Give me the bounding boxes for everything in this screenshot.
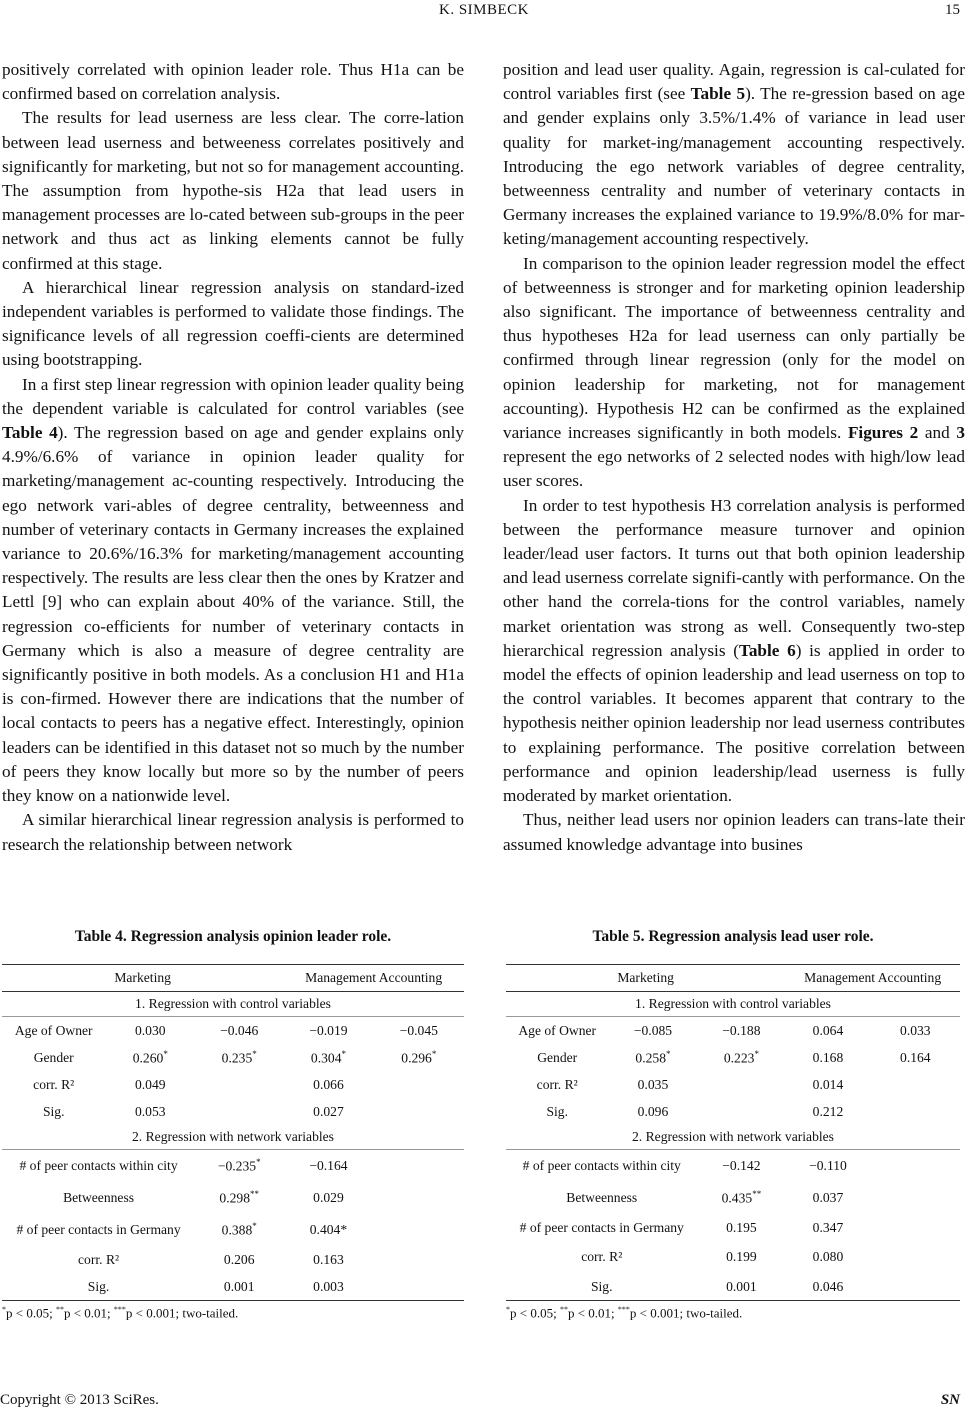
table-row <box>2 1246 464 1273</box>
table-cell <box>374 1150 464 1183</box>
significance-mark: * <box>163 1048 168 1059</box>
significance-mark: ** <box>250 1189 259 1200</box>
significance-mark: * <box>431 1048 437 1059</box>
table-cell <box>871 1273 960 1301</box>
row-label: # of peer contacts in Germany <box>519 1219 684 1235</box>
table-cell: 0.014 <box>812 1076 844 1092</box>
table-cell <box>871 1214 960 1241</box>
table-cell: 0.199 <box>726 1249 757 1264</box>
cell-value: 0.388 <box>221 1222 253 1238</box>
table-cell: 0.001 <box>698 1273 786 1301</box>
table-row <box>506 1044 960 1071</box>
row-label: Betweenness <box>566 1190 638 1205</box>
table-cell: 0.030 <box>134 1022 166 1038</box>
cell-value: 0.260 <box>132 1050 164 1066</box>
table-cell: 0.029 <box>313 1190 344 1205</box>
row-label: Sig. <box>42 1103 65 1119</box>
table-row <box>2 1214 464 1246</box>
text-run: represent the ego networks of 2 selected nodes with high/low lead user scores. <box>503 447 965 491</box>
text-run: ) is applied in order to model the effects of opinion leadership and lead userness on top to the control variables. It becomes apparent that contrary to the hypothesis neither opinion leadership nor lead userness contributes to explaining performance. The positive correlation between performance and opinion leadership/lead userness is fully moderated by market orientation. <box>503 640 965 806</box>
table-cell <box>374 1214 464 1246</box>
table-cell: 0.064 <box>812 1022 844 1038</box>
table-cell <box>871 1071 960 1098</box>
row-label: Sig. <box>2 1273 195 1301</box>
significance-mark: * <box>666 1048 671 1059</box>
figure-reference[interactable]: Figures 2 <box>847 423 919 443</box>
footnote-text: p < 0.05; <box>510 1305 560 1321</box>
table-cell <box>871 1182 960 1214</box>
table-row <box>506 1214 960 1241</box>
text-run: In a first step linear regression with opinion leader quality being the dependent variable is calculated for control variables (see <box>2 374 464 418</box>
column-header: Management Accounting <box>283 965 464 992</box>
table-row <box>2 1098 464 1125</box>
table-cell <box>608 1044 697 1071</box>
section-label: 2. Regression with network variables <box>2 1125 464 1150</box>
running-head <box>0 2 968 24</box>
paragraph: positively correlated with opinion leader role. Thus H1a can be confirmed based on correlation analysis. <box>2 60 464 104</box>
table-cell: −0.045 <box>399 1022 438 1038</box>
table-cell <box>698 1182 786 1214</box>
cell-value: 0.435 <box>721 1190 753 1206</box>
table-cell <box>374 1071 464 1098</box>
left-column <box>2 58 464 857</box>
row-label: corr. R² <box>33 1076 75 1092</box>
table-header-row <box>2 965 464 992</box>
table-cell: 0.049 <box>134 1076 166 1092</box>
table-cell <box>374 1182 464 1214</box>
paragraph <box>503 494 965 809</box>
text-run: position and lead user quality. Again, regression is cal-culated for control variables first (see <box>503 60 965 104</box>
table-5 <box>506 928 960 1321</box>
copyright-notice: Copyright © 2013 SciRes. <box>0 1392 159 1408</box>
paragraph <box>503 252 965 494</box>
table-row <box>506 1071 960 1098</box>
row-label: # of peer contacts within city <box>19 1158 178 1173</box>
row-label: Age of Owner <box>14 1022 93 1038</box>
significance-mark: * <box>341 1048 346 1059</box>
paragraph: The results for lead userness are less clear. The corre-lation between lead userness and betweeness correlates positively and significantly for marketing, but not so for management accounting. The assumption from hypothe-sis H2a that lead users in management processes are lo-cated between sub-groups in the peer network and thus act as linking elements cannot be fully confirmed at this stage. <box>2 108 464 273</box>
table-cell: 0.066 <box>313 1076 344 1092</box>
paragraph: A hierarchical linear regression analysis on standard-ized independent variables is performed to validate those findings. The significance levels of all regression coeffi-cients are determined using bootstrapping. <box>2 277 464 370</box>
cell-value: 0.235 <box>221 1050 253 1066</box>
row-label: Gender <box>33 1049 74 1065</box>
table-cell: 0.046 <box>785 1273 870 1301</box>
table-reference[interactable]: Table 5 <box>690 84 746 104</box>
significance-mark: ** <box>752 1189 762 1200</box>
running-head-author: K. SIMBECK <box>438 2 529 18</box>
regression-table <box>506 964 960 1301</box>
table-cell <box>374 1044 464 1071</box>
table-row <box>2 1071 464 1098</box>
footnote-mark: * <box>506 1305 510 1314</box>
table-cell: 0.163 <box>313 1251 344 1267</box>
footnote-text: p < 0.001; two-tailed. <box>125 1305 239 1321</box>
table-reference[interactable]: Table 6 <box>738 640 796 660</box>
column-header: Marketing <box>2 965 283 992</box>
table-cell <box>283 1044 373 1071</box>
table-row <box>2 1044 464 1071</box>
significance-mark: * <box>252 1221 257 1232</box>
section-row <box>506 992 960 1017</box>
table-cell: 0.164 <box>900 1049 931 1065</box>
row-label: # of peer contacts within city <box>522 1158 681 1173</box>
footnote-text: p < 0.01; <box>567 1305 618 1321</box>
table-cell <box>698 1044 786 1071</box>
table-cell <box>698 1071 786 1098</box>
table-cell <box>871 1150 960 1183</box>
section-label: 2. Regression with network variables <box>506 1125 960 1150</box>
table-cell: 0.404* <box>309 1222 348 1237</box>
table-cell <box>374 1098 464 1125</box>
footnote-text: p < 0.05; <box>6 1305 56 1321</box>
significance-mark: * <box>252 1048 257 1059</box>
figure-reference[interactable]: 3 <box>956 423 965 443</box>
table-row <box>506 1150 960 1183</box>
table-cell: 0.347 <box>812 1219 844 1235</box>
section-row <box>2 992 464 1017</box>
footnote-mark: *** <box>113 1305 126 1314</box>
table-row <box>506 1098 960 1125</box>
table-cell: 0.037 <box>812 1190 844 1205</box>
row-label: Age of Owner <box>518 1022 597 1038</box>
footnote-mark: ** <box>55 1305 64 1314</box>
right-column <box>503 58 965 857</box>
cell-value: 0.223 <box>723 1050 755 1066</box>
table-cell <box>195 1214 283 1246</box>
text-run: In comparison to the opinion leader regression model the effect of betweenness is stronger and for marketing opinion leadership also significant. The importance of betweenness centrality and thus hypotheses H2a for lead userness can only partially be confirmed through linear regression (only for the model on opinion leadership for marketing, not for management accounting). Hypothesis H2 can be confirmed as the explained variance increases significantly in both models. <box>503 253 965 443</box>
table-cell <box>195 1182 283 1214</box>
row-label: # of peer contacts in Germany <box>16 1222 181 1237</box>
table-cell: 0.080 <box>812 1249 844 1264</box>
table-footnote <box>2 1305 464 1321</box>
footnote-text: p < 0.001; two-tailed. <box>629 1305 743 1321</box>
cell-value: 0.296 <box>401 1050 432 1066</box>
table-cell: 0.003 <box>283 1273 373 1301</box>
text-run: In order to test hypothesis H3 correlation analysis is performed between the performance measure turnover and opinion leader/lead user factors. It turns out that both opinion leadership and lead userness correlate signifi-cantly with performance. On the other hand the correla-tions for the control variables, namely market orientation was strong as well. Consequently two-step hierarchical regression analysis ( <box>503 495 965 660</box>
table-cell: −0.019 <box>309 1022 348 1038</box>
regression-table <box>2 964 464 1301</box>
table-cell <box>871 1098 960 1125</box>
text-run: ). The re-gression based on age and gender explains only 3.5%/1.4% of variance in lead user quality for market-ing/management accounting respectively. Introducing the ego network variables of degree centrality, betweenness centrality and number of veterinary contacts in Germany increases the explained variance to 19.9%/8.0% for mar-keting/management accounting respectively. <box>503 84 965 249</box>
row-label: corr. R² <box>581 1249 623 1264</box>
table-cell <box>871 1241 960 1273</box>
cell-value: −0.235 <box>217 1158 257 1174</box>
significance-mark: * <box>256 1157 261 1168</box>
table-row <box>2 1150 464 1183</box>
row-label: corr. R² <box>78 1251 120 1267</box>
table-cell: −0.188 <box>722 1022 761 1038</box>
table-row <box>506 1017 960 1045</box>
table-row <box>506 1182 960 1214</box>
text-run: ). The regression based on age and gender explains only 4.9%/6.6% of variance in opinion leader quality for marketing/management ac-counting respectively. Introducing the ego network vari-ables of degree centrality, betweenness and number of veterinary contacts in Germany increases the explained variance to 20.6%/16.3% for marketing/management accounting respectively. The results are less clear then the ones by Kratzer and Lettl [9] who can explain about 40% of the variance. Still, the regression co-efficients for number of veterinary contacts in Germany which is also a measure of degree centrality are significantly positive in both models. As a conclusion H1 and H1a is con-firmed. However there are indications that the number of local contacts to peers has a negative effect. Interestingly, opinion leaders can be identified in this dataset not so much by the number of peers they know locally but more so by the number of peers they know on a nationwide level. <box>2 423 464 806</box>
table-cell: 0.035 <box>637 1076 669 1092</box>
table-row <box>506 1241 960 1273</box>
table-cell: 0.096 <box>637 1103 669 1119</box>
footnote-text: p < 0.01; <box>63 1305 114 1321</box>
page-number: 15 <box>945 2 960 18</box>
table-caption: Table 4. Regression analysis opinion leader role. <box>74 928 392 945</box>
footnote-mark: * <box>2 1305 6 1314</box>
table-footnote <box>506 1305 960 1321</box>
table-cell <box>195 1044 283 1071</box>
table-reference[interactable]: Table 4 <box>2 423 58 443</box>
table-cell: −0.142 <box>722 1158 761 1173</box>
table-cell: 0.001 <box>195 1273 283 1301</box>
table-cell: 0.053 <box>134 1103 166 1119</box>
cell-value: 0.258 <box>635 1050 666 1066</box>
section-row <box>2 1125 464 1150</box>
table-cell: −0.164 <box>309 1158 348 1173</box>
row-label: Sig. <box>506 1273 698 1301</box>
table-cell: 0.027 <box>313 1103 344 1119</box>
section-row <box>506 1125 960 1150</box>
table-header-row <box>506 965 960 992</box>
section-label: 1. Regression with control variables <box>2 992 464 1017</box>
table-cell <box>195 1071 283 1098</box>
table-cell <box>374 1273 464 1301</box>
paragraph: A similar hierarchical linear regression analysis is performed to research the relationship between network <box>2 810 464 854</box>
footnote-mark: ** <box>559 1305 568 1314</box>
paragraph <box>503 58 965 252</box>
table-cell: −0.046 <box>220 1022 259 1038</box>
column-header: Marketing <box>506 965 785 992</box>
table-cell <box>195 1150 283 1183</box>
row-label: Gender <box>537 1049 578 1065</box>
table-row <box>2 1017 464 1045</box>
journal-abbreviation: SN <box>940 1392 960 1408</box>
paragraph <box>2 373 464 809</box>
table-cell: 0.206 <box>223 1251 255 1267</box>
table-cell: 0.033 <box>900 1022 931 1038</box>
row-label: Betweenness <box>63 1190 135 1205</box>
table-cell <box>105 1044 195 1071</box>
text-run: and <box>918 423 957 443</box>
table-cell: 0.168 <box>812 1049 844 1065</box>
footnote-mark: *** <box>617 1305 630 1314</box>
column-header: Management Accounting <box>785 965 960 992</box>
table-cell: −0.085 <box>633 1022 673 1038</box>
row-label: Sig. <box>546 1103 568 1119</box>
table-cell: 0.195 <box>726 1219 757 1235</box>
section-label: 1. Regression with control variables <box>506 992 960 1017</box>
table-row <box>506 1273 960 1301</box>
table-row <box>2 1273 464 1301</box>
table-row <box>2 1182 464 1214</box>
table-cell <box>195 1098 283 1125</box>
table-cell <box>374 1246 464 1273</box>
table-4 <box>2 928 464 1321</box>
table-cell <box>698 1098 786 1125</box>
table-cell: 0.212 <box>812 1103 844 1119</box>
cell-value: 0.298 <box>219 1190 250 1206</box>
row-label: corr. R² <box>536 1076 578 1092</box>
table-cell: −0.110 <box>809 1158 847 1173</box>
table-caption: Table 5. Regression analysis lead user role. <box>592 928 874 945</box>
paragraph: Thus, neither lead users nor opinion leaders can trans-late their assumed knowledge advantage into busines <box>503 810 965 854</box>
significance-mark: * <box>754 1048 759 1059</box>
cell-value: 0.304 <box>310 1050 342 1066</box>
